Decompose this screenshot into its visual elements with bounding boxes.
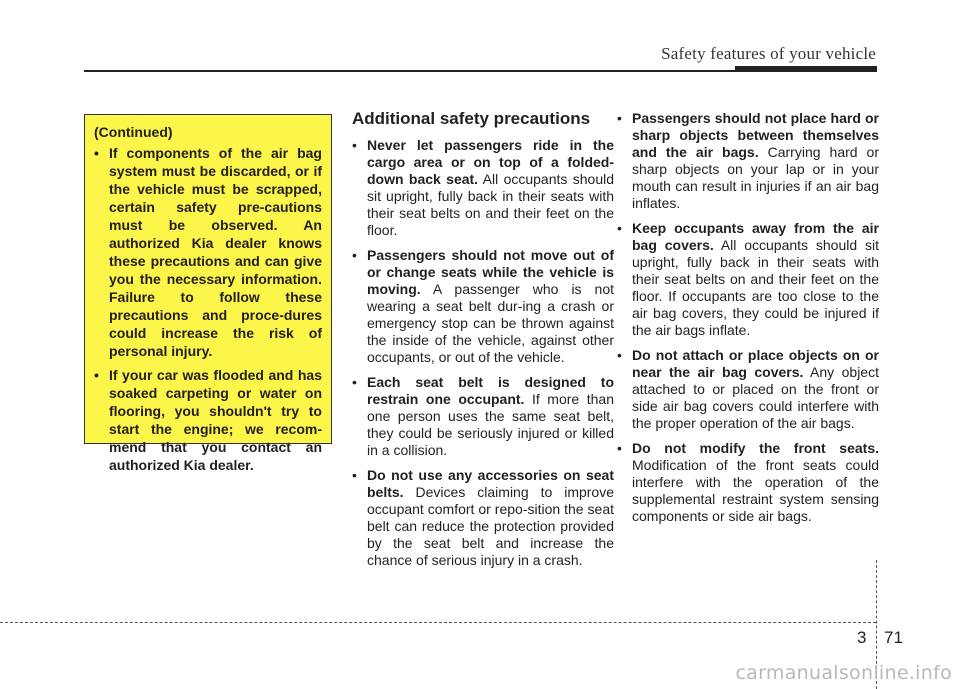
precaution-text: All occupants should sit upright, fully back in their seats with their seat belts on and their feet on the floor. If occupants are too close to the air bag covers, they could be injured if the air bags inflate. <box>632 237 879 338</box>
warning-item-text: If your car was flooded and has soaked carpeting or water on flooring, you shouldn't try to start the engine; we recom-mend that you contact an authorized Kia dealer. <box>109 367 322 473</box>
precaution-item <box>617 110 879 212</box>
warning-item <box>94 366 322 474</box>
text-column-right <box>617 110 879 533</box>
precaution-text: Carrying hard or sharp objects on your lap or in your mouth can result in injuries if an air bag inflates. <box>632 144 880 211</box>
bullet-icon: • <box>352 247 357 263</box>
precaution-lead: Do not modify the front seats. <box>632 440 879 456</box>
precaution-item <box>617 440 879 525</box>
precaution-text: Devices claiming to improve occupant comfort or repo-sition the seat belt can reduce the protection provided by the seat belt and increase the chance of serious injury in a crash. <box>367 484 614 568</box>
bullet-icon: • <box>617 347 622 363</box>
header-rule-accent <box>735 66 877 72</box>
precaution-text: If more than one person uses the same seat belt, they could be seriously injured or killed in a collision. <box>367 391 614 458</box>
warning-item-text: If components of the air bag system must be discarded, or if the vehicle must be scrapped, certain safety pre-cautions must be observed. An authorized Kia dealer knows these precautions and can give you the necessary information. Failure to follow these precautions and proce-dures could increase the risk of personal injury. <box>109 145 322 359</box>
precaution-item <box>617 220 879 339</box>
precaution-lead: Passengers should not place hard or sharp objects between themselves and the air bags. <box>632 110 879 160</box>
precaution-text: All occupants should sit upright, fully back in their seats with their seat belts on and their feet on the floor. <box>367 171 614 238</box>
precaution-lead: Keep occupants away from the air bag covers. <box>632 220 879 253</box>
precaution-text: A passenger who is not wearing a seat belt dur-ing a crash or emergency stop can be thrown against the inside of the vehicle, against other occupants, or out of the vehicle. <box>367 281 614 365</box>
warning-item <box>94 144 322 360</box>
precaution-lead: Do not use any accessories on seat belts. <box>367 467 614 500</box>
precaution-item <box>352 247 614 366</box>
precaution-item <box>352 374 614 459</box>
section-heading: Additional safety precautions <box>352 109 591 128</box>
precaution-lead: Never let passengers ride in the cargo area or on top of a folded-down back seat. <box>367 137 614 187</box>
warning-box <box>84 114 332 473</box>
watermark: carmanualsonline.info <box>735 662 952 684</box>
bullet-icon: • <box>94 367 99 383</box>
precaution-item <box>617 347 879 432</box>
bullet-icon: • <box>94 145 99 161</box>
page-number: 71 <box>884 628 903 647</box>
precaution-lead: Each seat belt is designed to restrain one occupant. <box>367 374 614 407</box>
precaution-text: Any object attached to or placed on the front or side air bag covers could interfere with the proper operation of the air bags. <box>632 364 879 431</box>
precaution-item <box>352 137 614 239</box>
text-column-middle <box>352 110 614 577</box>
header-rule <box>84 70 744 72</box>
precaution-lead: Passengers should not move out of or change seats while the vehicle is moving. <box>367 247 614 297</box>
bullet-icon: • <box>352 467 357 483</box>
page-header-title: Safety features of your vehicle <box>661 44 876 63</box>
bullet-icon: • <box>617 110 622 126</box>
bullet-icon: • <box>617 440 622 456</box>
precaution-text: Modification of the front seats could interfere with the operation of the supplemental restraint system sensing components or side air bags. <box>632 457 879 524</box>
footer-rule <box>0 622 876 623</box>
warning-box-title: (Continued) <box>94 124 173 140</box>
chapter-number: 3 <box>857 628 867 647</box>
bullet-icon: • <box>617 220 622 236</box>
bullet-icon: • <box>352 137 357 153</box>
precaution-item <box>352 467 614 569</box>
precaution-lead: Do not attach or place objects on or near the air bag covers. <box>632 347 879 380</box>
bullet-icon: • <box>352 374 357 390</box>
